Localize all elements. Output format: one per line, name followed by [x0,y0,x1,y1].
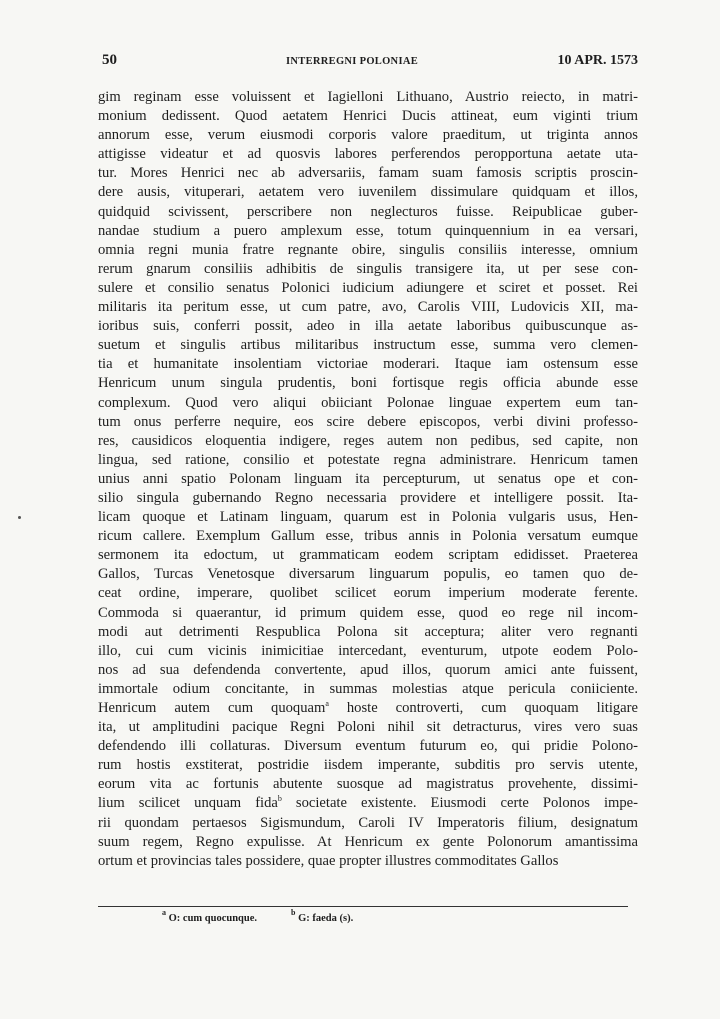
body-text [98,88,638,871]
text-line: Commoda si quaerantur, id primum quidem esse, quod eo rege nil incom- [98,604,638,621]
text-line: dere ausis, vituperari, aetatem vero iuvenilem dissimulare quidquam et illos, [98,184,638,201]
text-line: lium scilicet unquam fida$^b$ societate existente. Eiusmodi certe Polonos impe- [98,794,638,812]
text-line: gim reginam esse voluissent et Iagielloni Lithuano, Austrio reiecto, in matri- [98,89,638,105]
text-line: omnia regni munia fratre regnante obire, singulis consiliis interesse, omnium [98,241,638,258]
text-line: modi aut detrimenti Respublica Polona sit acceptura; aliter vero regnanti [98,623,638,640]
footnote-mark: b [291,908,296,917]
text-line: Henricum unum singula prudentis, boni fortisque regis officia abunde esse [98,375,638,392]
text-line: Henricum autem cum quoquam$^a$ hoste controverti, cum quoquam litigare [98,699,638,716]
text-line: Gallos, Turcas Venetosque diversarum linguarum populis, eo tamen quo de- [98,566,638,583]
footnote [291,908,354,924]
text-line: nandae studium a puero amplexum esse, totum quinquennium in ea versari, [98,222,638,239]
text-line: ricum callere. Exemplum Gallum esse, tribus annis in Polonia versatum eumque [98,528,638,545]
text-line: silio singula gubernando Regno necessaria providere et intelligere possit. Ita- [98,489,638,506]
text-line: annorum esse, verum eiusmodi corporis valore praeditum, ut triginta annos [98,127,638,144]
footnote-rule [98,906,628,907]
text-line: rii quondam pertaesos Sigismundum, Caroli IV Imperatoris filium, designatum [98,814,638,831]
text-line: tum onus perferre nequire, eos scire debere episcopos, verbi divini professo- [98,413,638,430]
footnote-text: G: faeda (s). [295,913,354,924]
text-line: ita, ut amplitudini pacique Regni Poloni nihil sit detracturus, vires vero suas [98,719,638,736]
text-line: ortum et provincias tales possidere, quae propter illustres commoditates Gallos [98,852,559,869]
text-line: unius anni spatio Polonam linguam ita percepturum, ut senatus ope et con- [98,470,638,487]
page-number: 50 [102,52,117,68]
text-line: illo, cui cum vicinis inimicitiae intercedant, eventurum, utpote eodem Polo- [98,642,638,659]
text-line: defendendo illi collaturas. Diversum eventum futurum eo, qui pridie Polono- [98,738,638,755]
header-date: 10 APR. 1573 [557,53,638,68]
margin-speck [18,516,21,519]
text-line: sermonem ita edoctum, ut grammaticam eodem scriptam edidisset. Praeterea [98,547,638,564]
text-line: complexum. Quod vero aliqui obiiciant Polonae linguae expertem eum tan- [98,394,638,411]
text-line: immortale odium concitante, in summas molestias atque pericula coniiciente. [98,680,638,697]
running-title: INTERREGNI POLONIAE [286,56,419,67]
text-line: suetum et singulis artibus militaribus instructum esse, summa vero clemen- [98,337,638,354]
text-line: tur. Mores Henrici nec ab adversariis, famam suam famosis scriptis proscin- [98,165,638,182]
page-header [98,50,638,76]
text-line: res, causidicos eloquentia indigere, reges autem non pedibus, sed capite, non [98,432,638,449]
text-line: rum hostis exstiterat, postridie iisdem imperante, subditis pro servis utente, [98,757,638,774]
footnote-marker: a [325,699,329,708]
footnotes [162,908,387,924]
text-line: quidquid scivissent, perscribere non neglecturos fuisse. Reipublicae guber- [98,203,638,220]
footnote-text: O: cum quocunque. [166,913,258,924]
text-line: ceat ordine, imperare, quolibet scilicet eorum imperium moderate ferente. [98,585,638,602]
text-line: ioribus suis, conferri possit, adeo in illa aetate laboribus quibuscunque as- [98,318,638,335]
text-line: licam quoque et Latinam linguam, quarum est in Polonia vulgaris usus, Hen- [98,509,638,526]
text-line: militaris ita peritum esse, ut cum patre, avo, Carolis VIII, Ludovicis XII, ma- [98,299,638,316]
text-line: suum regem, Regno expulisse. At Henricum ex gente Polonorum amantissima [98,833,638,850]
text-line: lingua, sed ratione, consilio et potestate regna administrare. Henricum tamen [98,451,638,468]
text-line: eorum vita ac fortunis abutente suosque ad magistratus provehente, dissimi- [98,776,638,793]
text-line: sulere et consilio senatus Polonici iudicium adiungere et sciret et posset. Rei [98,279,638,296]
text-line: tia et humanitate insolentiam victoriae moderari. Itaque iam ostensum esse [98,356,638,373]
text-line: monium dedissent. Quod aetatem Henrici Ducis attineat, eum viginti trium [98,108,638,125]
text-line: rerum gnarum consiliis adhibitis de singulis transigere ita, ut per sese con- [98,260,638,277]
text-line: nos ad sua defendenda convertente, apud illos, quorum amici ante fuissent, [98,661,638,678]
document-page [98,50,638,871]
footnote-mark: a [162,908,166,917]
text-line: attigisse videatur et ad quosvis labores perferendos peropportuna aetate uta- [98,146,638,163]
footnote [162,908,258,924]
footnote-marker: b [277,794,282,804]
